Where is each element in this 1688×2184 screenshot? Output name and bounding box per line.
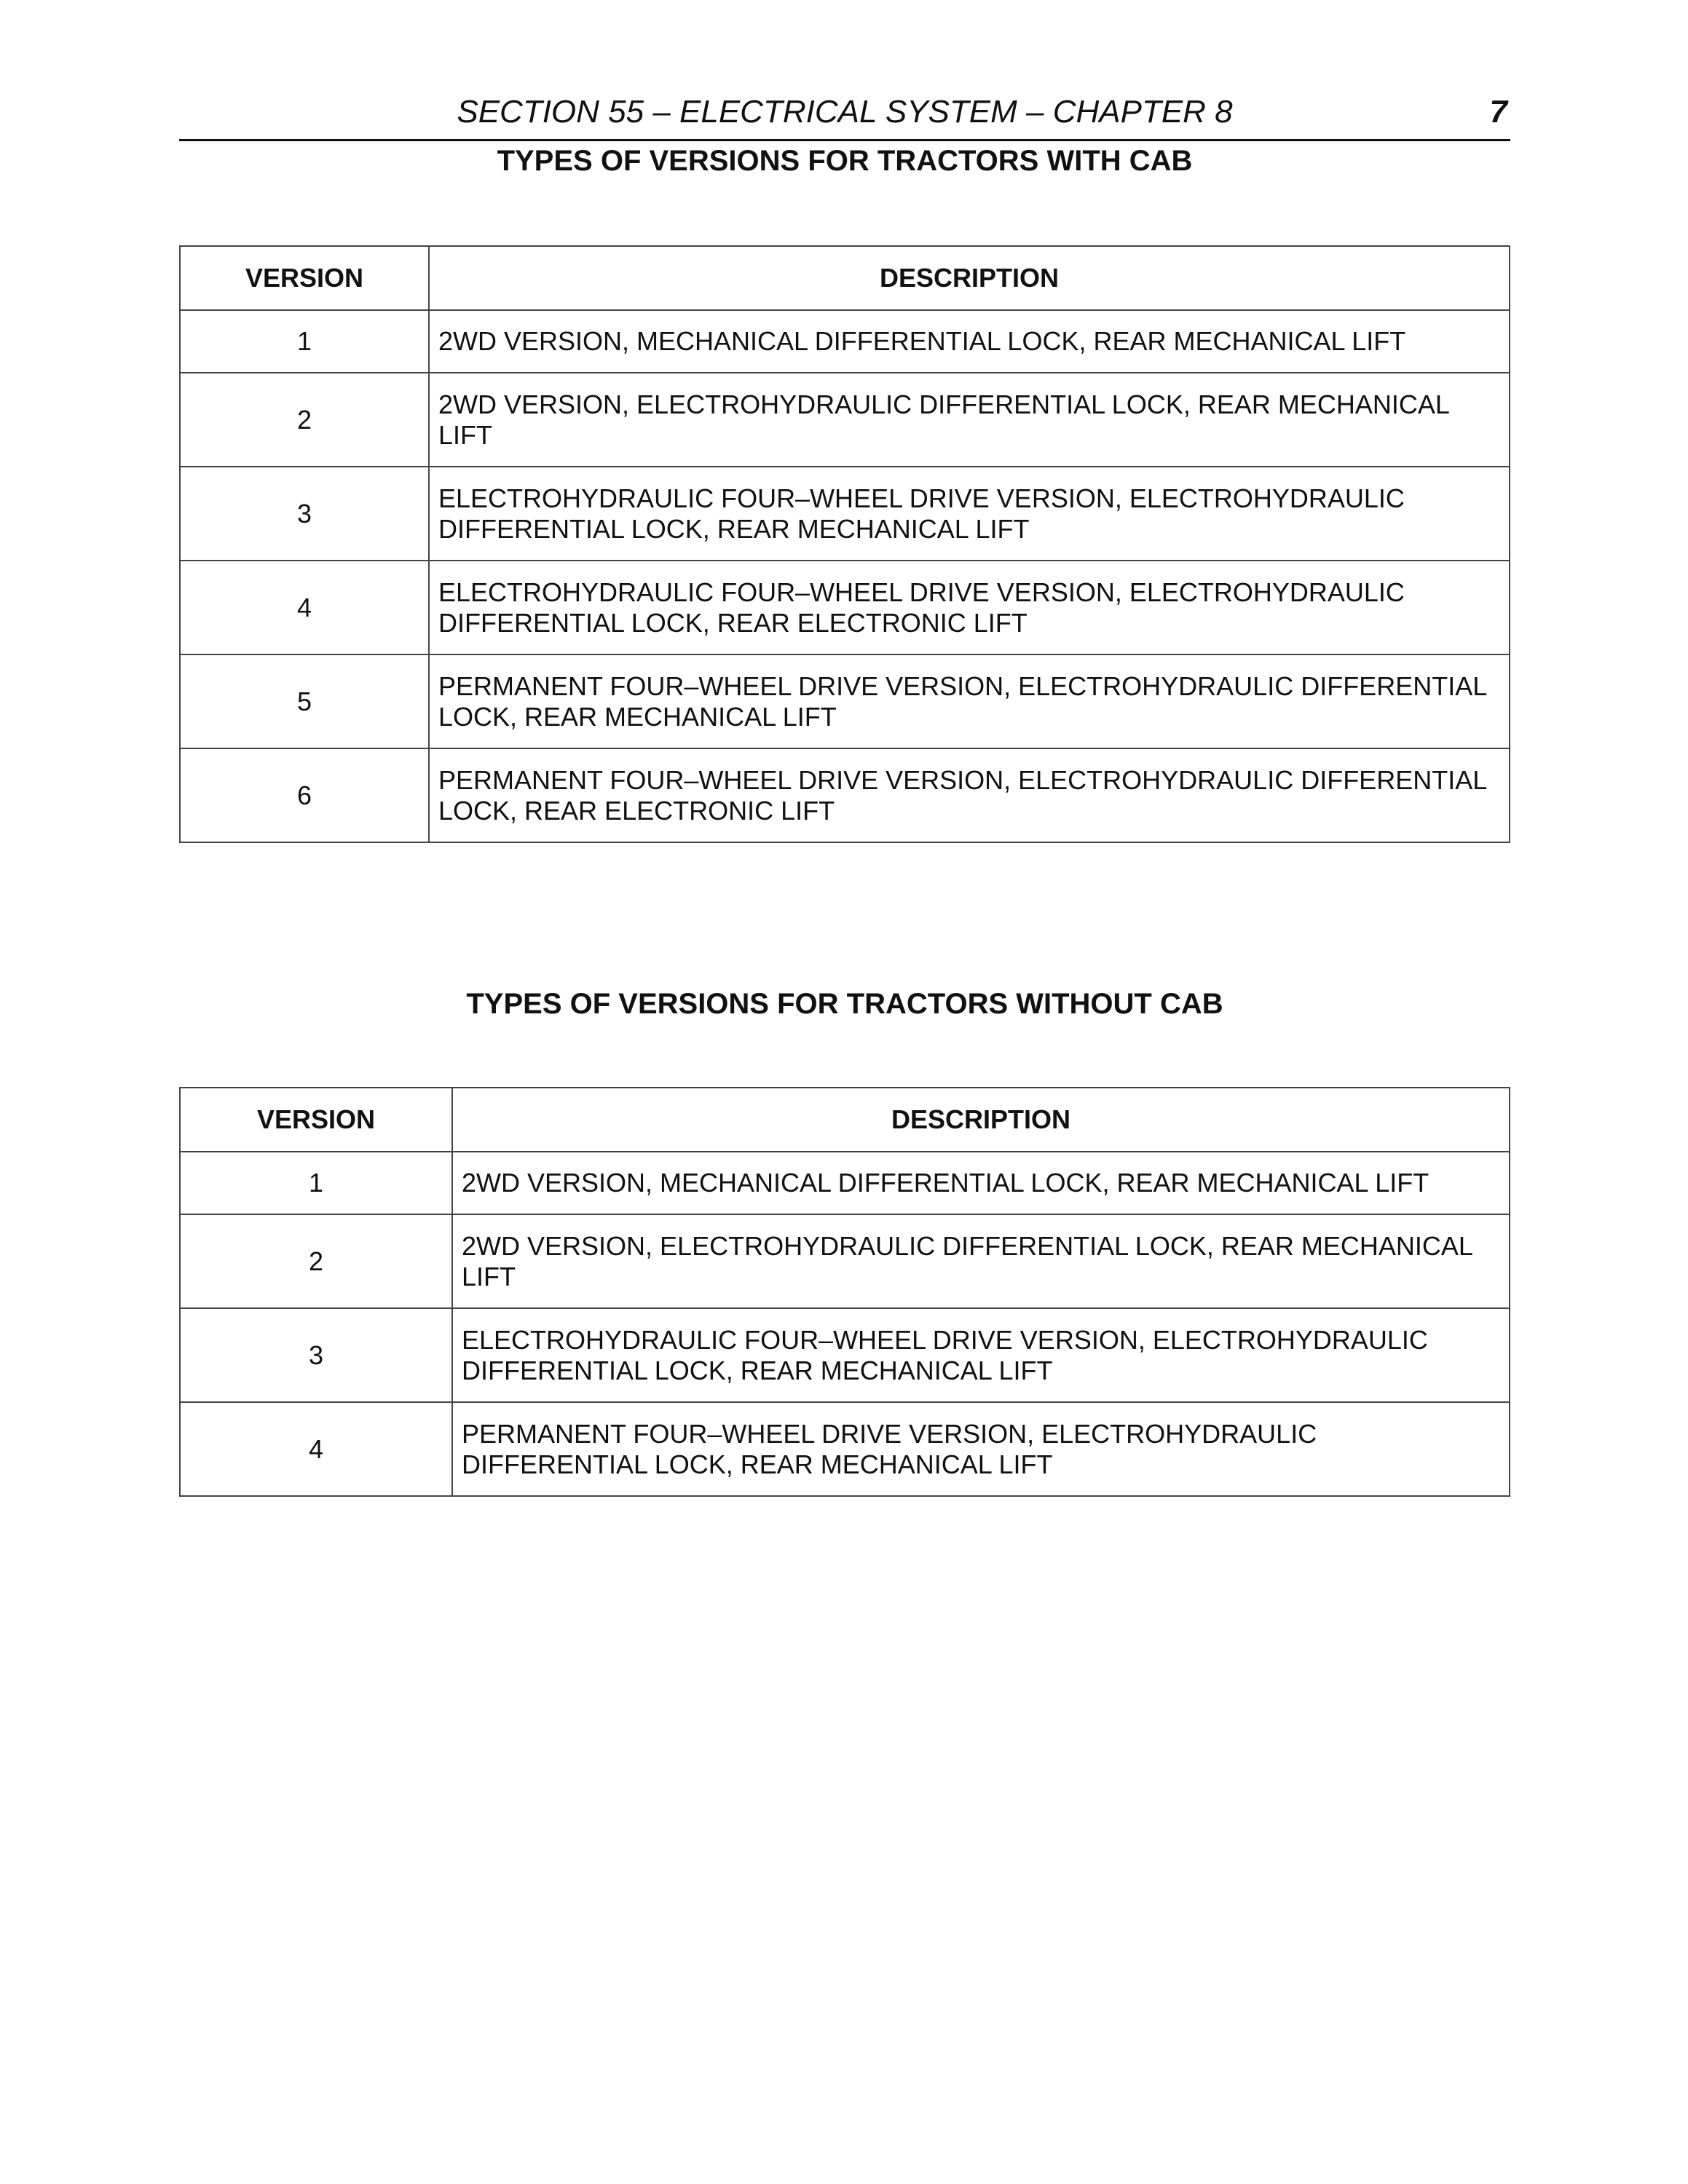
description-cell: 2WD VERSION, ELECTROHYDRAULIC DIFFERENTIAL LOCK, REAR MECHANICAL LIFT bbox=[429, 373, 1510, 467]
version-column-header: VERSION bbox=[180, 246, 429, 310]
description-column-header: DESCRIPTION bbox=[429, 246, 1510, 310]
page-number: 7 bbox=[1489, 94, 1507, 130]
description-cell: ELECTROHYDRAULIC FOUR–WHEEL DRIVE VERSION, ELECTROHYDRAULIC DIFFERENTIAL LOCK, REAR MECHANICAL LIFT bbox=[452, 1308, 1510, 1402]
version-cell: 5 bbox=[180, 654, 429, 748]
table-header-row bbox=[180, 246, 1510, 310]
section-header-title: SECTION 55 – ELECTRICAL SYSTEM – CHAPTER 8 bbox=[457, 94, 1233, 130]
description-cell: 2WD VERSION, MECHANICAL DIFFERENTIAL LOCK, REAR MECHANICAL LIFT bbox=[429, 310, 1510, 373]
version-cell: 4 bbox=[180, 561, 429, 654]
nocab-versions-table bbox=[179, 1087, 1510, 1497]
version-cell: 2 bbox=[180, 373, 429, 467]
description-cell: ELECTROHYDRAULIC FOUR–WHEEL DRIVE VERSION, ELECTROHYDRAULIC DIFFERENTIAL LOCK, REAR MECHANICAL LIFT bbox=[429, 467, 1510, 561]
table-row bbox=[180, 1214, 1510, 1308]
version-column-header: VERSION bbox=[180, 1088, 452, 1152]
version-cell: 1 bbox=[180, 310, 429, 373]
table-row bbox=[180, 373, 1510, 467]
page-header bbox=[179, 92, 1510, 140]
description-cell: ELECTROHYDRAULIC FOUR–WHEEL DRIVE VERSION, ELECTROHYDRAULIC DIFFERENTIAL LOCK, REAR ELECTRONIC LIFT bbox=[429, 561, 1510, 654]
version-cell: 6 bbox=[180, 748, 429, 842]
nocab-versions-title: TYPES OF VERSIONS FOR TRACTORS WITHOUT CAB bbox=[466, 988, 1223, 1020]
header-divider bbox=[179, 139, 1510, 141]
table-header-row bbox=[180, 1088, 1510, 1152]
table-row bbox=[180, 654, 1510, 748]
table-row bbox=[180, 1152, 1510, 1214]
cab-versions-title: TYPES OF VERSIONS FOR TRACTORS WITH CAB bbox=[497, 145, 1193, 177]
description-cell: PERMANENT FOUR–WHEEL DRIVE VERSION, ELECTROHYDRAULIC DIFFERENTIAL LOCK, REAR MECHANICAL LIFT bbox=[452, 1402, 1510, 1496]
cab-versions-table bbox=[179, 245, 1510, 843]
version-cell: 2 bbox=[180, 1214, 452, 1308]
description-column-header: DESCRIPTION bbox=[452, 1088, 1510, 1152]
version-cell: 1 bbox=[180, 1152, 452, 1214]
table-row bbox=[180, 1402, 1510, 1496]
version-cell: 3 bbox=[180, 467, 429, 561]
description-cell: 2WD VERSION, MECHANICAL DIFFERENTIAL LOCK, REAR MECHANICAL LIFT bbox=[452, 1152, 1510, 1214]
table-row bbox=[180, 1308, 1510, 1402]
table-row bbox=[180, 310, 1510, 373]
description-cell: PERMANENT FOUR–WHEEL DRIVE VERSION, ELECTROHYDRAULIC DIFFERENTIAL LOCK, REAR MECHANICAL LIFT bbox=[429, 654, 1510, 748]
version-cell: 4 bbox=[180, 1402, 452, 1496]
table-row bbox=[180, 467, 1510, 561]
description-cell: PERMANENT FOUR–WHEEL DRIVE VERSION, ELECTROHYDRAULIC DIFFERENTIAL LOCK, REAR ELECTRONIC LIFT bbox=[429, 748, 1510, 842]
table-row bbox=[180, 561, 1510, 654]
table-row bbox=[180, 748, 1510, 842]
version-cell: 3 bbox=[180, 1308, 452, 1402]
description-cell: 2WD VERSION, ELECTROHYDRAULIC DIFFERENTIAL LOCK, REAR MECHANICAL LIFT bbox=[452, 1214, 1510, 1308]
